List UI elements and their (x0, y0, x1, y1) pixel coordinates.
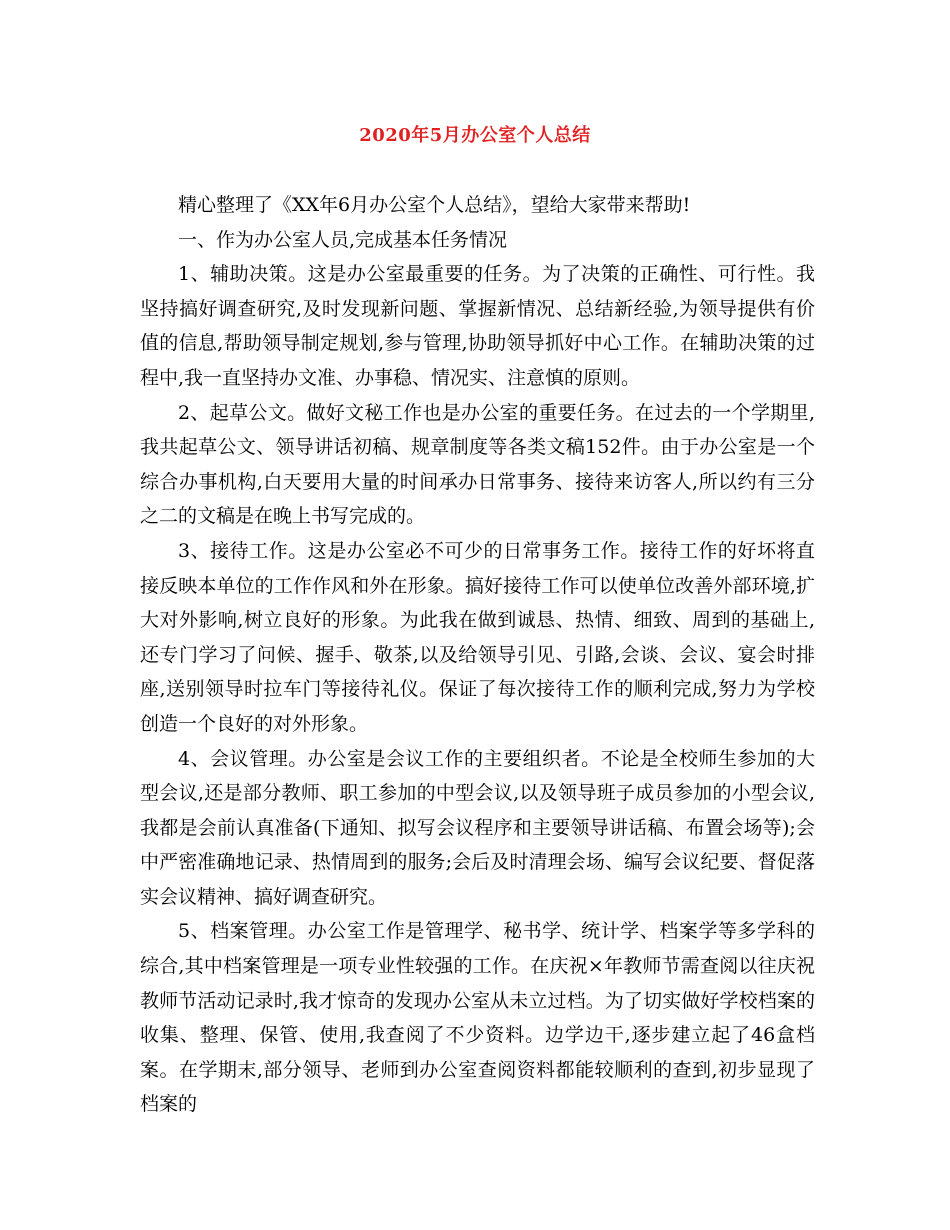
section-heading: 一、作为办公室人员,完成基本任务情况 (178, 228, 508, 251)
paragraph-archives: 5、档案管理。办公室工作是管理学、秘书学、统计学、档案学等多学科的综合,其中档案管理是一项专业性较强的工作。在庆祝×年教师节需查阅以往庆祝教师节活动记录时,我才惊奇的发现办公室从未立过档。为了切实做好学校档案的收集、整理、保管、使用,我查阅了不少资料。边学边干,逐步建立起了46盒档案。在学期末,部分领导、老师到办公室查阅资料都能较顺利的查到,初步显现了档案的 (140, 920, 815, 1116)
paragraph-reception: 3、接待工作。这是办公室必不可少的日常事务工作。接待工作的好坏将直接反映本单位的工作作风和外在形象。搞好接待工作可以使单位改善外部环境,扩大对外影响,树立良好的形象。为此我在做到诚恳、热情、细致、周到的基础上,还专门学习了问候、握手、敬茶,以及给领导引见、引路,会谈、会议、宴会时排座,送别领导时拉车门等接待礼仪。保证了每次接待工作的顺利完成,努力为学校创造一个良好的对外形象。 (140, 539, 815, 735)
paragraph-meetings: 4、会议管理。办公室是会议工作的主要组织者。不论是全校师生参加的大型会议,还是部分教师、职工参加的中型会议,以及领导班子成员参加的小型会议,我都是会前认真准备(下通知、拟写会议程序和主要领导讲话稿、布置会场等);会中严密准确地记录、热情周到的服务;会后及时清理会场、编写会议纪要、督促落实会议精神、搞好调查研究。 (140, 747, 815, 908)
paragraph-decision-support: 1、辅助决策。这是办公室最重要的任务。为了决策的正确性、可行性。我坚持搞好调查研究,及时发现新问题、掌握新情况、总结新经验,为领导提供有价值的信息,帮助领导制定规划,参与管理,协助领导抓好中心工作。在辅助决策的过程中,我一直坚持办文准、办事稳、情况实、注意慎的原则。 (140, 263, 815, 389)
paragraph-drafting: 2、起草公文。做好文秘工作也是办公室的重要任务。在过去的一个学期里,我共起草公文、领导讲话初稿、规章制度等各类文稿152件。由于办公室是一个综合办事机构,白天要用大量的时间承办日常事务、接待来访客人,所以约有三分之二的文稿是在晚上书写完成的。 (140, 401, 815, 528)
intro-paragraph: 精心整理了《XX年6月办公室个人总结》，望给大家带来帮助! (178, 194, 691, 216)
document-body (140, 188, 815, 1122)
document-title: 2020年5月办公室个人总结 (359, 125, 591, 146)
